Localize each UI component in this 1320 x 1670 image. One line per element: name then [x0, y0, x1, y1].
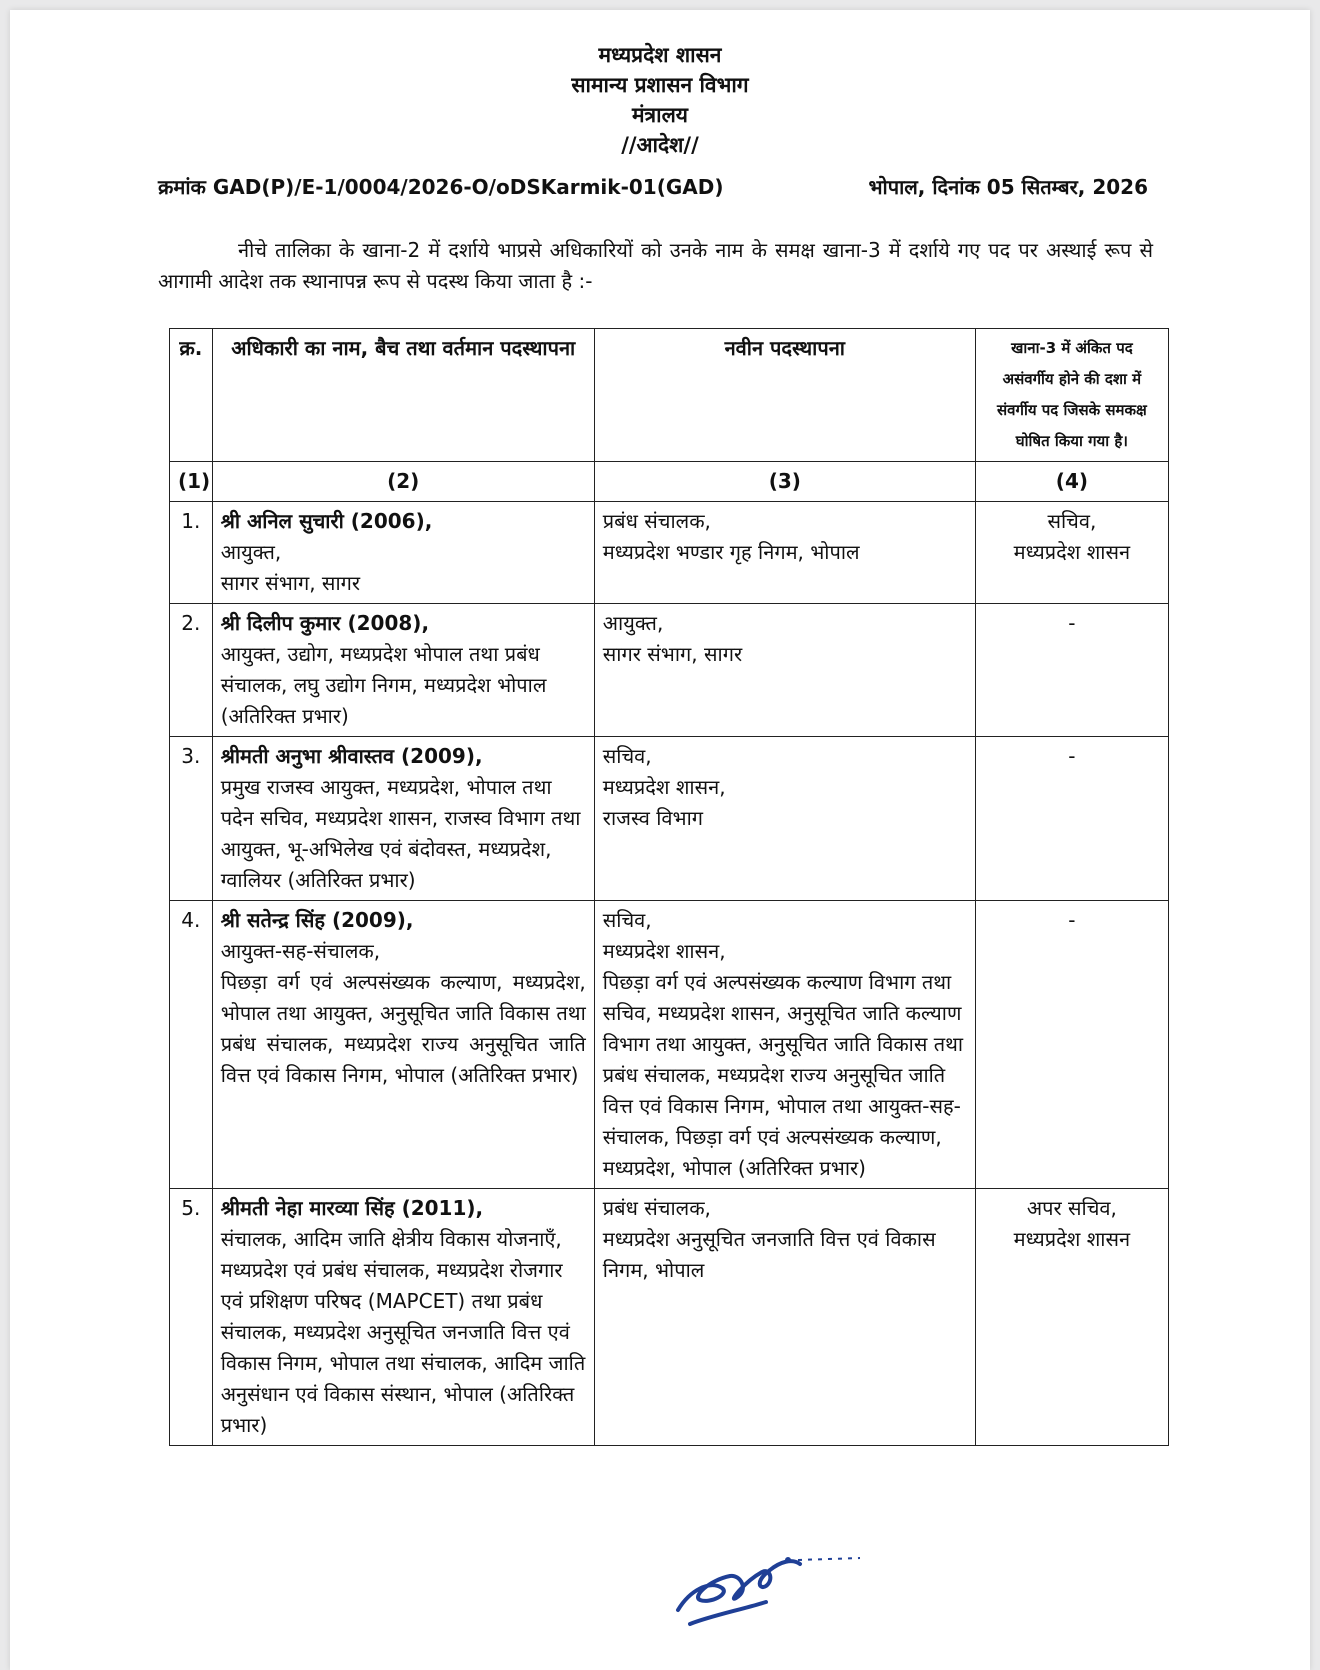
header-serial: क्र.	[170, 329, 213, 462]
posting-table	[169, 328, 1169, 1446]
table-header-row	[170, 329, 1169, 462]
document-page	[10, 10, 1310, 1670]
table-row	[170, 737, 1169, 901]
serial-cell: 3.	[170, 737, 213, 901]
current-posting: संचालक, आदिम जाति क्षेत्रीय विकास योजनाएँ, मध्यप्रदेश एवं प्रबंध संचालक, मध्यप्रदेश रोजगार एवं प्रशिक्षण परिषद (MAPCET) तथा प्रबंध संचालक, मध्यप्रदेश अनुसूचित जनजाति वित्त एवं विकास निगम, भोपाल तथा संचालक, आदिम जाति अनुसंधान एवं विकास संस्थान, भोपाल (अतिरिक्त प्रभार)	[220, 1227, 586, 1437]
intro-text: नीचे तालिका के खाना-2 में दर्शाये भाप्रसे अधिकारियों को उनके नाम के समक्ष खाना-3 में दर्शाये गए पद पर अस्थाई रूप से आगामी आदेश तक स्थानापन्न रूप से पदस्थ किया जाता है :-	[158, 238, 1153, 293]
officer-name: श्री दिलीप कुमार (2008),	[220, 611, 430, 635]
col-number: (2)	[212, 462, 594, 502]
order-number: क्रमांक GAD(P)/E-1/0004/2026-O/oDSKarmik-01(GAD)	[158, 175, 724, 199]
new-posting-cell: सचिव, मध्यप्रदेश शासन, पिछड़ा वर्ग एवं अल्पसंख्यक कल्याण विभाग तथा सचिव, मध्यप्रदेश शासन, अनुसूचित जाति कल्याण विभाग तथा आयुक्त, अनुसूचित जाति विकास तथा प्रबंध संचालक, मध्यप्रदेश राज्य अनुसूचित जाति वित्त एवं विकास निगम, भोपाल तथा आयुक्त-सह-संचालक, पिछड़ा वर्ग एवं अल्पसंख्यक कल्याण, मध्यप्रदेश, भोपाल (अतिरिक्त प्रभार)	[594, 901, 975, 1189]
serial-cell: 4.	[170, 901, 213, 1189]
column-number-row	[170, 462, 1169, 502]
col-number: (1)	[170, 462, 213, 502]
officer-name: श्री अनिल सुचारी (2006),	[220, 509, 433, 533]
new-posting-cell: प्रबंध संचालक, मध्यप्रदेश भण्डार गृह निगम, भोपाल	[594, 502, 975, 604]
col-number: (4)	[975, 462, 1168, 502]
equivalent-cell: अपर सचिव, मध्यप्रदेश शासन	[975, 1189, 1168, 1446]
officer-cell	[212, 604, 594, 737]
officer-name: श्रीमती अनुभा श्रीवास्तव (2009),	[220, 744, 483, 768]
officer-cell	[212, 737, 594, 901]
new-posting-cell: आयुक्त, सागर संभाग, सागर	[594, 604, 975, 737]
document-header	[10, 40, 1310, 160]
equivalent-cell: सचिव, मध्यप्रदेश शासन	[975, 502, 1168, 604]
reference-line	[158, 173, 1148, 200]
new-posting-cell: प्रबंध संचालक, मध्यप्रदेश अनुसूचित जनजाति वित्त एवं विकास निगम, भोपाल	[594, 1189, 975, 1446]
current-posting: आयुक्त, सागर संभाग, सागर	[220, 540, 361, 595]
intro-paragraph	[158, 235, 1153, 297]
table-row	[170, 1189, 1169, 1446]
ministry-name: मंत्रालय	[631, 103, 688, 127]
header-equivalent: खाना-3 में अंकित पद असंवर्गीय होने की दशा में संवर्गीय पद जिसके समकक्ष घोषित किया गया है।	[975, 329, 1168, 462]
new-posting-cell: सचिव, मध्यप्रदेश शासन, राजस्व विभाग	[594, 737, 975, 901]
signature-icon	[670, 1540, 870, 1630]
current-posting: प्रमुख राजस्व आयुक्त, मध्यप्रदेश, भोपाल तथा पदेन सचिव, मध्यप्रदेश शासन, राजस्व विभाग तथा आयुक्त, भू-अभिलेख एवं बंदोवस्त, मध्यप्रदेश, ग्वालियर (अतिरिक्त प्रभार)	[220, 775, 581, 892]
govt-name: मध्यप्रदेश शासन	[598, 43, 722, 67]
serial-cell: 2.	[170, 604, 213, 737]
equivalent-cell: -	[975, 737, 1168, 901]
table-row	[170, 604, 1169, 737]
equivalent-cell: -	[975, 901, 1168, 1189]
table-row	[170, 901, 1169, 1189]
col-number: (3)	[594, 462, 975, 502]
table-row	[170, 502, 1169, 604]
officer-cell	[212, 502, 594, 604]
order-title: //आदेश//	[621, 133, 699, 157]
department-name: सामान्य प्रशासन विभाग	[571, 73, 749, 97]
current-posting: आयुक्त, उद्योग, मध्यप्रदेश भोपाल तथा प्रबंध संचालक, लघु उद्योग निगम, मध्यप्रदेश भोपाल (अतिरिक्त प्रभार)	[220, 642, 547, 728]
officer-name: श्रीमती नेहा मारव्या सिंह (2011),	[220, 1196, 484, 1220]
current-posting: आयुक्त-सह-संचालक, पिछड़ा वर्ग एवं अल्पसंख्यक कल्याण, मध्यप्रदेश, भोपाल तथा आयुक्त, अनुसूचित जाति विकास तथा प्रबंध संचालक, मध्यप्रदेश राज्य अनुसूचित जाति वित्त एवं विकास निगम, भोपाल (अतिरिक्त प्रभार)	[220, 939, 586, 1087]
header-new-posting: नवीन पदस्थापना	[594, 329, 975, 462]
officer-name: श्री सतेन्द्र सिंह (2009),	[220, 908, 414, 932]
officer-cell	[212, 1189, 594, 1446]
serial-cell: 1.	[170, 502, 213, 604]
header-officer: अधिकारी का नाम, बैच तथा वर्तमान पदस्थापना	[212, 329, 594, 462]
signature-mark	[670, 1540, 870, 1634]
place-date: भोपाल, दिनांक 05 सितम्बर, 2026	[868, 175, 1148, 199]
serial-cell: 5.	[170, 1189, 213, 1446]
equivalent-cell: -	[975, 604, 1168, 737]
officer-cell	[212, 901, 594, 1189]
